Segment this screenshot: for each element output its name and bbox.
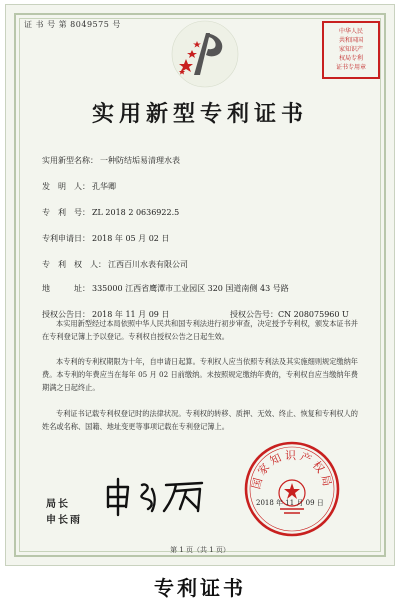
address-value: 335000 江西省鹰潭市工业园区 320 国道南侧 43 号路: [92, 284, 289, 293]
image-caption: 专利证书: [154, 576, 246, 600]
grant-date-value: 2018 年 11 月 09 日: [92, 310, 170, 319]
director-signature-icon: [102, 475, 212, 519]
certificate-sheet: [5, 4, 395, 566]
patent-number-value: ZL 2018 2 0636922.5: [92, 208, 180, 217]
grant-date-label: 授权公告日：: [42, 310, 90, 319]
paragraph-grant-statement: 本实用新型经过本局依照中华人民共和国专利法进行初步审查，决定授予专利权，颁发本证书并在专利登记簿上予以登记。专利权自授权公告之日起生效。: [42, 319, 358, 341]
utility-model-name-row: [42, 155, 180, 166]
inventor-value: 孔华卿: [92, 182, 116, 191]
address-row: [42, 283, 289, 294]
patentee-label: 专 利 权 人：: [42, 260, 106, 269]
seal-date: 2018 年 11 月 09 日: [256, 499, 324, 507]
inventor-label: 发 明 人：: [42, 182, 90, 191]
utility-model-name-value: 一种防结垢易清理水表: [100, 156, 180, 165]
page-number: 第 1 页（共 1 页）: [170, 546, 230, 554]
official-seal-icon: [242, 439, 342, 539]
certificate-number: 证 书 号 第 8049575 号: [24, 20, 121, 29]
patent-number-label: 专 利 号：: [42, 208, 90, 217]
certificate-title: 实用新型专利证书: [91, 101, 308, 127]
grant-number-label: 授权公告号：: [230, 310, 278, 319]
paragraph-term-and-fees: 本专利的专利权期限为十年，自申请日起算。专利权人应当依照专利法及其实施细则规定缴纳年费。本专利的年费应当在每年 05 月 02 日前缴纳。未按照规定缴纳年费的，专利权自应当缴纳年费期满之日起终止。: [42, 357, 358, 392]
official-stamp-text: 中华人民 共和国国 家知识产 权局专利 证书专用章: [335, 28, 366, 71]
grant-number-value: CN 208075960 U: [278, 310, 349, 319]
official-stamp-icon: [320, 19, 382, 81]
utility-model-name-label: 实用新型名称：: [42, 156, 98, 165]
address-label: 地 址：: [42, 284, 90, 293]
patentee-row: [42, 259, 188, 270]
patent-number-row: [42, 207, 179, 218]
filing-date-value: 2018 年 05 月 02 日: [92, 234, 170, 243]
seal-text: 国家知识产权局: [249, 449, 335, 491]
filing-date-row: [42, 233, 169, 244]
patentee-value: 江西百川水表有限公司: [108, 260, 188, 269]
director-title: 局长: [46, 499, 70, 510]
paragraph-legal-status: 专利证书记载专利权登记时的法律状况。专利权的转移、质押、无效、终止、恢复和专利权人的姓名或名称、国籍、地址变更等事项记载在专利登记簿上。: [42, 409, 358, 431]
patent-office-emblem-icon: [170, 19, 240, 89]
filing-date-label: 专利申请日：: [42, 234, 90, 243]
director-name: 申长雨: [46, 515, 82, 526]
inventor-row: [42, 181, 116, 192]
